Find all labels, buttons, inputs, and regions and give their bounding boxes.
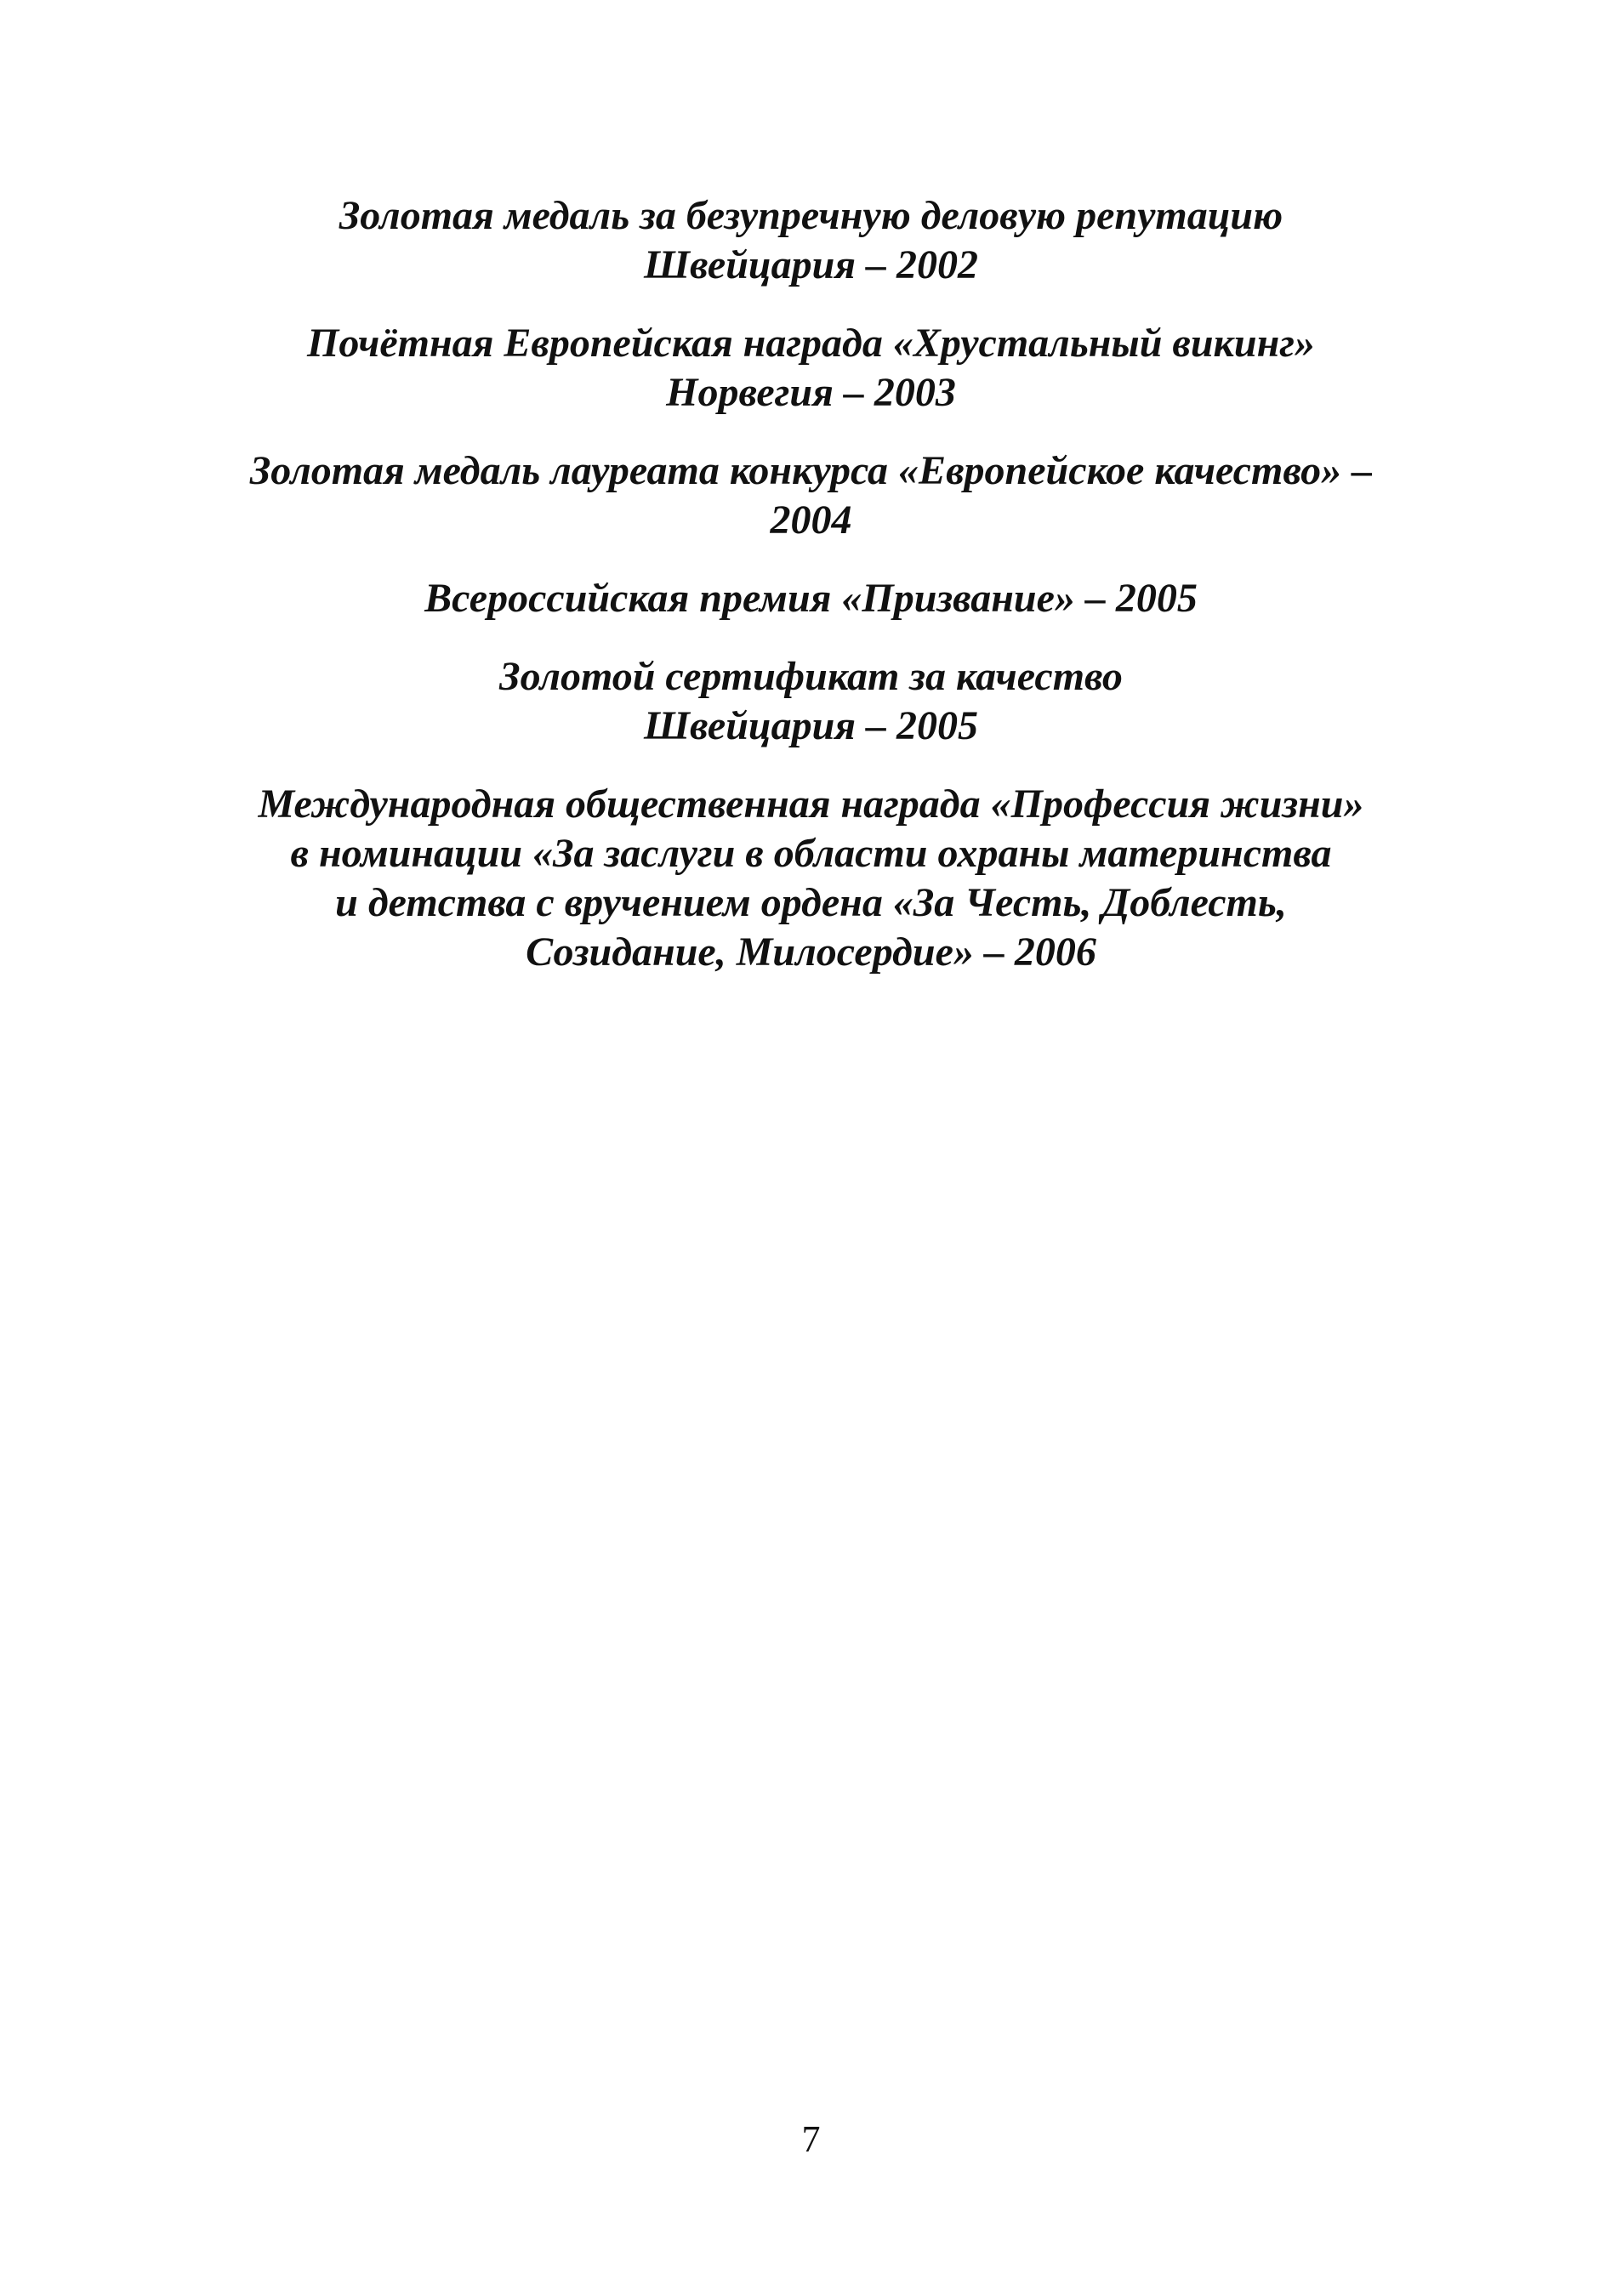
award-line: Созидание, Милосердие» – 2006: [526, 929, 1096, 975]
award-line: Золотая медаль лауреата конкурса «Европейское качество» –: [249, 448, 1373, 493]
award-line: Норвегия – 2003: [666, 370, 956, 415]
award-item: [170, 574, 1452, 623]
award-line: Международная общественная награда «Профессия жизни»: [258, 781, 1364, 827]
award-line: Золотой сертификат за качество: [499, 654, 1123, 699]
page-number: 7: [801, 2118, 821, 2160]
award-item: [170, 780, 1452, 977]
award-item: [170, 652, 1452, 751]
award-line: в номинации «За заслуги в области охраны материнства: [290, 831, 1332, 876]
award-item: [170, 319, 1452, 418]
award-line: Всероссийская премия «Призвание» – 2005: [424, 576, 1198, 621]
award-line: Швейцария – 2002: [643, 242, 979, 287]
award-line: Почётная Европейская награда «Хрустальный викинг»: [307, 321, 1315, 366]
award-line: Золотая медаль за безупречную деловую репутацию: [339, 193, 1283, 238]
award-line: 2004: [770, 497, 852, 543]
award-item: [170, 446, 1452, 545]
awards-list: [170, 191, 1452, 1006]
award-line: Швейцария – 2005: [643, 703, 979, 748]
award-line: и детства с вручением ордена «За Честь, Доблесть,: [335, 880, 1287, 925]
award-item: [170, 191, 1452, 290]
